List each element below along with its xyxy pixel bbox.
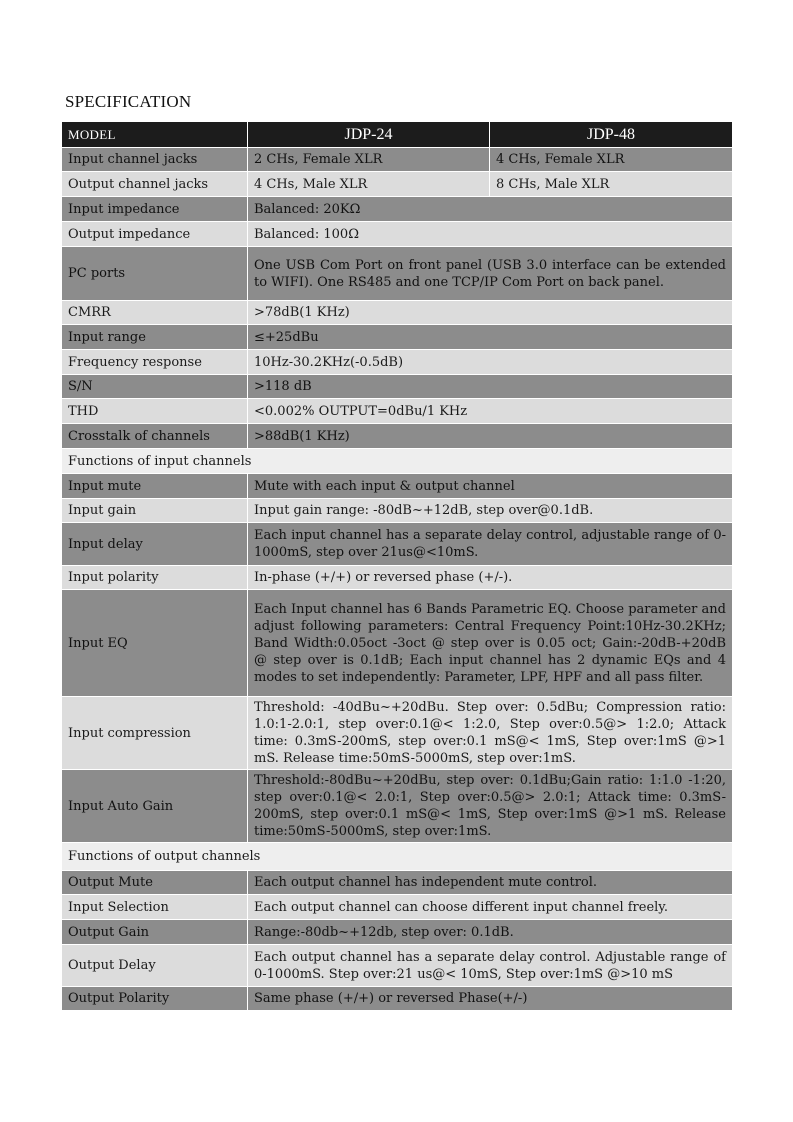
table-row xyxy=(62,871,733,895)
row-value: ≤+25dBu xyxy=(248,325,733,350)
table-row xyxy=(62,424,733,449)
row-label: Crosstalk of channels xyxy=(62,424,248,449)
row-label: Input delay xyxy=(62,523,248,566)
row-value: 8 CHs, Male XLR xyxy=(490,172,733,197)
row-value: Input gain range: -80dB~+12dB, step over@0.1dB. xyxy=(248,499,733,523)
row-value: Threshold:-80dBu~+20dBu, step over: 0.1dBu;Gain ratio: 1:1.0 -1:20, step over:0.1@< 2.0:1, Step over:0.5@> 2.0:1; Attack time: 0.3mS-200mS, step over:0.1 mS@< 1mS, Step over:1mS @>1 mS. Release time:50mS-5000mS, step over:1mS. xyxy=(248,770,733,843)
row-value: One USB Com Port on front panel (USB 3.0 interface can be extended to WIFI). One RS485 and one TCP/IP Com Port on back panel. xyxy=(248,247,733,301)
row-value: 4 CHs, Male XLR xyxy=(248,172,490,197)
row-value: 10Hz-30.2KHz(-0.5dB) xyxy=(248,350,733,375)
table-row xyxy=(62,987,733,1011)
row-value: >88dB(1 KHz) xyxy=(248,424,733,449)
table-row xyxy=(62,474,733,499)
row-label: Input channel jacks xyxy=(62,148,248,172)
table-row xyxy=(62,350,733,375)
row-label: Input Selection xyxy=(62,895,248,920)
table-row xyxy=(62,172,733,197)
row-value: Each Input channel has 6 Bands Parametric EQ. Choose parameter and adjust following parameters: Central Frequency Point:10Hz-30.2KHz; Band Width:0.05oct -3oct @ step over is 0.05 oct; Gain:-20dB-+20dB @ step over is 0.1dB; Each input channel has 2 dynamic EQs and 4 modes to set independently: Parameter, LPF, HPF and all pass filter. xyxy=(248,590,733,697)
table-row xyxy=(62,590,733,697)
row-label: Input compression xyxy=(62,697,248,770)
row-label: Output Polarity xyxy=(62,987,248,1011)
page-title: SPECIFICATION xyxy=(65,92,192,111)
row-label: S/N xyxy=(62,375,248,399)
table-row xyxy=(62,895,733,920)
row-label: Output impedance xyxy=(62,222,248,247)
row-value: 4 CHs, Female XLR xyxy=(490,148,733,172)
table-row xyxy=(62,499,733,523)
section-row xyxy=(62,449,733,474)
row-label: Input EQ xyxy=(62,590,248,697)
row-value: Same phase (+/+) or reversed Phase(+/-) xyxy=(248,987,733,1011)
table-row xyxy=(62,301,733,325)
row-label: Output channel jacks xyxy=(62,172,248,197)
specification-table xyxy=(61,121,733,1011)
row-label: Input range xyxy=(62,325,248,350)
row-value: Balanced: 20KΩ xyxy=(248,197,733,222)
row-label: Output Delay xyxy=(62,945,248,987)
table-row xyxy=(62,523,733,566)
table-row xyxy=(62,247,733,301)
model-header: MODEL xyxy=(62,122,248,148)
table-row xyxy=(62,920,733,945)
row-value: Each input channel has a separate delay control, adjustable range of 0-1000mS, step over 21us@<10mS. xyxy=(248,523,733,566)
row-value: In-phase (+/+) or reversed phase (+/-). xyxy=(248,566,733,590)
row-label: Input impedance xyxy=(62,197,248,222)
row-label: Output Gain xyxy=(62,920,248,945)
row-value: Mute with each input & output channel xyxy=(248,474,733,499)
section-heading: Functions of output channels xyxy=(62,843,733,871)
row-label: Input Auto Gain xyxy=(62,770,248,843)
row-value: >118 dB xyxy=(248,375,733,399)
section-row xyxy=(62,843,733,871)
table-row xyxy=(62,222,733,247)
table-row xyxy=(62,148,733,172)
row-value: Threshold: -40dBu~+20dBu. Step over: 0.5dBu; Compression ratio: 1.0:1-2.0:1, step over:0.1@< 1:2.0, Step over:0.5@> 1:2.0; Attack time: 0.3mS-200mS, step over:0.1 mS@< 1mS, Step over:1mS @>1 mS. Release time:50mS-5000mS, step over:1mS. xyxy=(248,697,733,770)
table-header-row xyxy=(62,122,733,148)
row-value: Balanced: 100Ω xyxy=(248,222,733,247)
row-value: Each output channel can choose different input channel freely. xyxy=(248,895,733,920)
model-jdp24-header: JDP-24 xyxy=(248,122,490,148)
row-label: Input gain xyxy=(62,499,248,523)
table-row xyxy=(62,197,733,222)
row-label: PC ports xyxy=(62,247,248,301)
row-value: Range:-80db~+12db, step over: 0.1dB. xyxy=(248,920,733,945)
row-label: Input mute xyxy=(62,474,248,499)
row-value: Each output channel has a separate delay control. Adjustable range of 0-1000mS. Step over:21 us@< 10mS, Step over:1mS @>10 mS xyxy=(248,945,733,987)
row-value: Each output channel has independent mute control. xyxy=(248,871,733,895)
row-label: CMRR xyxy=(62,301,248,325)
table-row xyxy=(62,945,733,987)
row-value: >78dB(1 KHz) xyxy=(248,301,733,325)
table-row xyxy=(62,770,733,843)
row-label: Frequency response xyxy=(62,350,248,375)
section-heading: Functions of input channels xyxy=(62,449,733,474)
row-value: <0.002% OUTPUT=0dBu/1 KHz xyxy=(248,399,733,424)
model-jdp48-header: JDP-48 xyxy=(490,122,733,148)
table-row xyxy=(62,566,733,590)
row-label: Output Mute xyxy=(62,871,248,895)
row-value: 2 CHs, Female XLR xyxy=(248,148,490,172)
table-row xyxy=(62,375,733,399)
row-label: Input polarity xyxy=(62,566,248,590)
table-row xyxy=(62,325,733,350)
row-label: THD xyxy=(62,399,248,424)
table-row xyxy=(62,697,733,770)
table-row xyxy=(62,399,733,424)
